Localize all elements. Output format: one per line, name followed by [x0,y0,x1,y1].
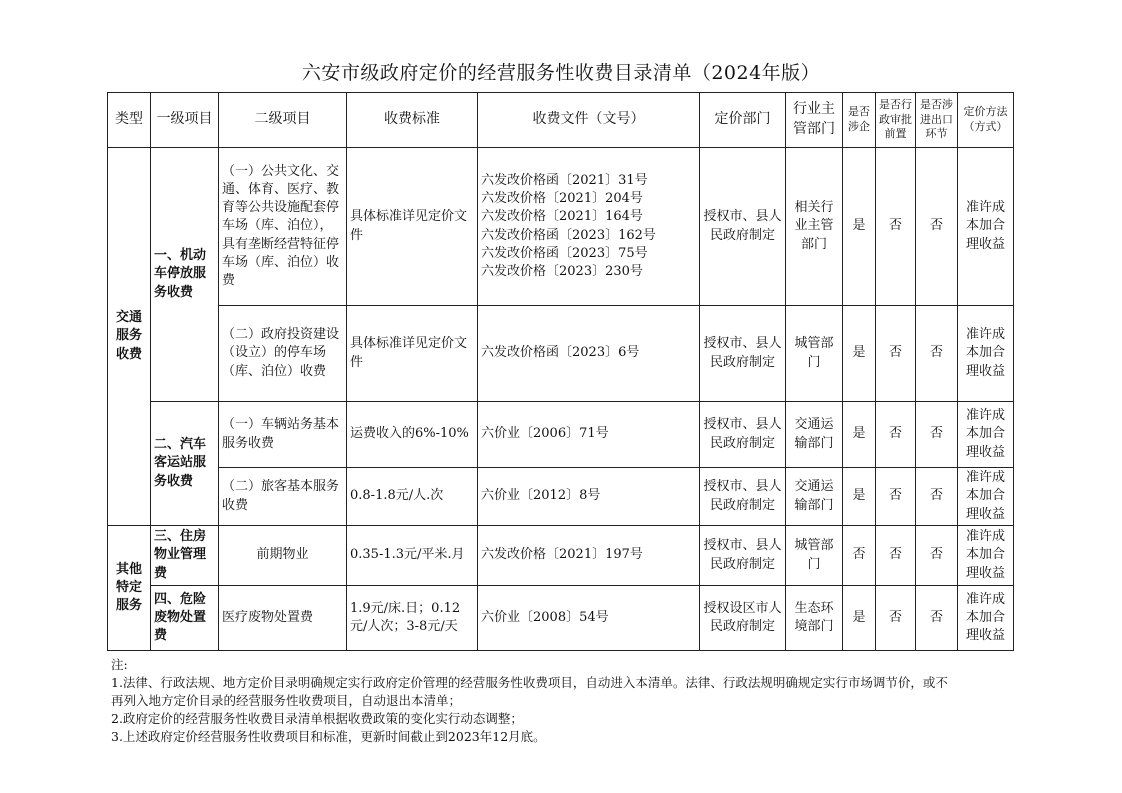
doc-cell [478,402,700,468]
soe-cell: 是 [843,148,876,306]
soe-cell: 是 [843,306,876,402]
doc-number: 六发改价格函〔2023〕75号 [481,245,648,261]
industry-cell: 相关行业主管部门 [786,148,843,306]
method-cell: 准许成本加合理收益 [958,148,1014,306]
doc-cell [478,148,700,306]
header-standard: 收费标准 [347,93,478,148]
standard-cell: 0.35-1.3元/平米.月 [347,526,478,586]
table-row [108,468,1014,526]
level2-cell: 前期物业 [219,526,347,586]
standard-cell: 具体标准详见定价文件 [347,306,478,402]
soe-cell: 是 [843,402,876,468]
doc-number: 六价业〔2008〕54号 [481,609,609,625]
industry-cell: 城管部门 [786,306,843,402]
table-row [108,526,1014,586]
doc-number: 六发改价格函〔2023〕162号 [481,227,656,243]
method-cell: 准许成本加合理收益 [958,402,1014,468]
table-row [108,306,1014,402]
soe-cell: 是 [843,468,876,526]
header-soe: 是否涉企 [843,93,876,148]
industry-cell: 城管部门 [786,526,843,586]
level2-cell: （二）政府投资建设（设立）的停车场（库、泊位）收费 [219,306,347,402]
level1-cell: 三、住房物业管理费 [151,526,219,586]
doc-cell [478,586,700,651]
doc-number: 六价业〔2012〕8号 [481,488,601,504]
soe-cell: 是 [843,586,876,651]
standard-cell: 具体标准详见定价文件 [347,148,478,306]
level1-cell: 一、机动车停放服务收费 [151,148,219,402]
level1-cell: 四、危险废物处置费 [151,586,219,651]
standard-cell: 运费收入的6%-10% [347,402,478,468]
doc-number: 六发改价格函〔2021〕31号 [481,172,648,188]
method-cell: 准许成本加合理收益 [958,526,1014,586]
dept-cell: 授权市、县人民政府制定 [700,306,786,402]
header-dept: 定价部门 [700,93,786,148]
industry-cell: 交通运输部门 [786,468,843,526]
table-row [108,586,1014,651]
method-cell: 准许成本加合理收益 [958,306,1014,402]
level2-cell: （二）旅客基本服务收费 [219,468,347,526]
import-export-cell: 否 [916,526,958,586]
doc-cell [478,468,700,526]
doc-number: 六发改价格〔2021〕197号 [481,547,643,563]
industry-cell: 生态环境部门 [786,586,843,651]
approval-cell: 否 [876,148,916,306]
method-cell: 准许成本加合理收益 [958,586,1014,651]
notes-line: 再列入地方定价目录的经营服务性收费项目，自动退出本清单； [111,693,462,708]
method-cell: 准许成本加合理收益 [958,468,1014,526]
doc-number: 六发改价格函〔2023〕6号 [481,345,640,361]
import-export-cell: 否 [916,402,958,468]
table-header-row [108,93,1014,148]
doc-number: 六发改价格〔2023〕230号 [481,263,643,279]
header-doc: 收费文件（文号） [478,93,700,148]
notes-block [111,656,1011,746]
header-approval: 是否行政审批前置 [876,93,916,148]
dept-cell: 授权市、县人民政府制定 [700,402,786,468]
import-export-cell: 否 [916,148,958,306]
header-level2: 二级项目 [219,93,347,148]
standard-cell: 0.8-1.8元/人.次 [347,468,478,526]
table-row [108,148,1014,306]
header-import-export: 是否涉进出口环节 [916,93,958,148]
header-type: 类型 [108,93,151,148]
standard-cell: 1.9元/床.日；0.12元/人次；3-8元/天 [347,586,478,651]
notes-line: 注: [111,657,128,672]
group-type-cell: 交通服务收费 [108,148,151,526]
dept-cell: 授权市、县人民政府制定 [700,526,786,586]
approval-cell: 否 [876,586,916,651]
import-export-cell: 否 [916,586,958,651]
level1-cell: 二、汽车客运站服务收费 [151,402,219,526]
soe-cell: 否 [843,526,876,586]
header-industry: 行业主管部门 [786,93,843,148]
approval-cell: 否 [876,306,916,402]
level2-cell: （一）车辆站务基本服务收费 [219,402,347,468]
notes-line: 3.上述政府定价经营服务性收费项目和标准，更新时间截止到2023年12月底。 [111,729,546,744]
notes-line: 2.政府定价的经营服务性收费目录清单根据收费政策的变化实行动态调整； [111,711,523,726]
dept-cell: 授权市、县人民政府制定 [700,468,786,526]
industry-cell: 交通运输部门 [786,402,843,468]
doc-number: 六发改价格〔2021〕204号 [481,191,643,207]
level2-cell: 医疗废物处置费 [219,586,347,651]
header-level1: 一级项目 [151,93,219,148]
header-method: 定价方法（方式） [958,93,1014,148]
dept-cell: 授权市、县人民政府制定 [700,148,786,306]
import-export-cell: 否 [916,306,958,402]
notes-line: 1.法律、行政法规、地方定价目录明确规定实行政府定价管理的经营服务性收费项目，自动进入本清单。法律、行政法规明确规定实行市场调节价，或不 [111,675,948,690]
approval-cell: 否 [876,402,916,468]
level2-cell: （一）公共文化、交通、体育、医疗、教育等公共设施配套停车场（库、泊位），具有垄断经营特征停车场（库、泊位）收费 [219,148,347,306]
dept-cell: 授权设区市人民政府制定 [700,586,786,651]
doc-number: 六价业〔2006〕71号 [481,426,609,442]
approval-cell: 否 [876,526,916,586]
group-type-cell: 其他特定服务 [108,526,151,651]
doc-cell [478,306,700,402]
doc-cell [478,526,700,586]
import-export-cell: 否 [916,468,958,526]
table-row [108,402,1014,468]
doc-number: 六发改价格〔2021〕164号 [481,209,643,225]
page-title: 六安市级政府定价的经营服务性收费目录清单（2024年版） [301,62,821,84]
fee-catalog-table [107,92,1014,651]
approval-cell: 否 [876,468,916,526]
